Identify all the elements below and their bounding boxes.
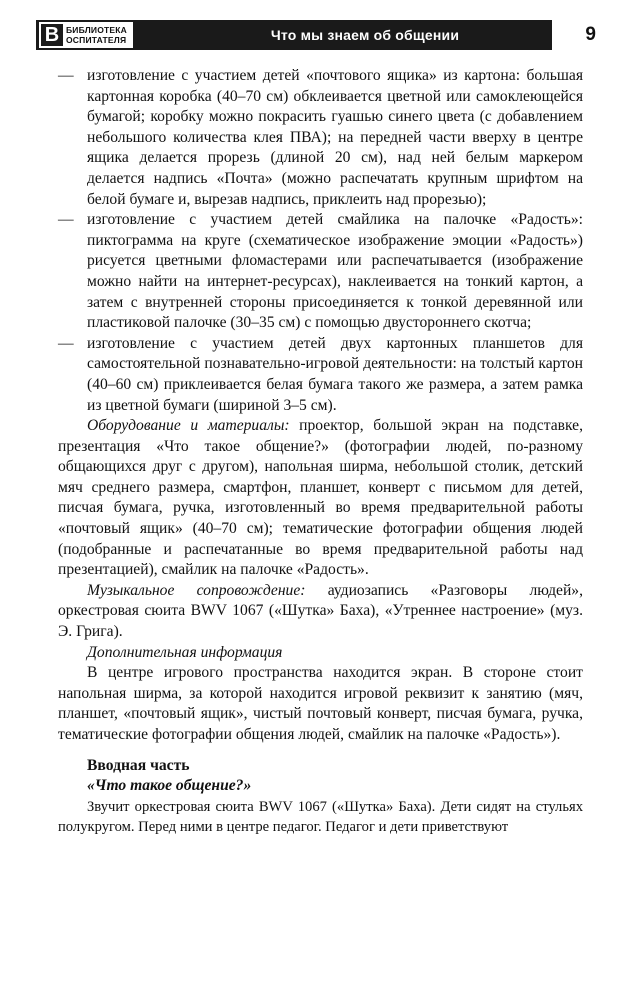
music-text: аудиозапись «Разговоры людей», оркестровая сюита BWV 1067 («Шутка» Баха), «Утреннее настроение» (муз. Э. Грига).	[58, 581, 583, 641]
equipment-label: Оборудование и материалы:	[87, 417, 290, 435]
additional-info-text: В центре игрового пространства находится экран. В стороне стоит напольная ширма, за которой находится игровой реквизит к занятию (мяч, планшет, «почтовый ящик», чистый почтовый конверт, писчая бумага, ручка, тематические фотографии общения людей, смайлик на палочке «Радость»).	[58, 664, 583, 743]
additional-info-heading: Дополнительная информация	[87, 643, 283, 661]
list-item-text: изготовление с участием детей «почтового ящика» из картона: большая картонная коробка (40–70 см) обклеивается цветной или самоклеющейся бумагой; коробку можно покрасить гуашью синего цвета (с добавлением небольшого количества клея ПВА); на передней части вверху в центре ящика делается прорезь (длиной 20 см), над ней белым маркером делается надпись «Почта» (можно распечатать крупным шрифтом на белой бумаге и, вырезав надпись, приклеить над прорезью);	[87, 67, 583, 208]
logo-line-2: ОСПИТАТЕЛЯ	[66, 35, 127, 45]
logo-letter: B	[41, 24, 63, 46]
running-title: Что мы знаем об общении	[270, 27, 460, 43]
list-item-text: изготовление с участием детей двух картонных планшетов для самостоятельной познавательно-игровой деятельности: на толстый картон (40–60 см) приклеивается белая бумага такого же размера, а затем рамка из цветной бумаги (шириной 3–5 см).	[87, 334, 583, 414]
series-logo	[38, 21, 134, 49]
dash-marker: —	[58, 334, 74, 352]
music-label: Музыкальное сопровождение:	[87, 581, 306, 599]
page-number: 9	[552, 20, 596, 50]
logo-line-1: БИБЛИОТЕКА	[66, 25, 127, 35]
dash-marker: —	[58, 67, 74, 84]
music-paragraph	[58, 581, 583, 643]
logo-text	[66, 25, 127, 45]
section-title: Вводная часть	[87, 756, 190, 774]
intro-text: Звучит оркестровая сюита BWV 1067 («Шутка» Баха). Дети сидят на стульях полукругом. Перед ними в центре педагог. Педагог и дети приветствуют	[58, 798, 583, 835]
page-body	[58, 66, 583, 837]
section-subtitle: «Что такое общение?»	[87, 777, 252, 795]
dash-marker: —	[58, 211, 74, 229]
list-item-text: изготовление с участием детей смайлика на палочке «Радость»: пиктограмма на круге (схематическое изображение эмоции «Радость») рисуется цветными фломастерами или распечатывается (изображение можно найти на интернет-ресурсах), наклеивается на тонкий картон, а затем с внутренней стороны присоединяется к тонкой деревянной или пластиковой палочке (30–35 см) с помощью двустороннего скотча;	[87, 211, 583, 332]
running-header	[36, 20, 596, 50]
list-item	[58, 66, 583, 210]
list-item	[58, 334, 583, 416]
equipment-text: проектор, большой экран на подставке, презентация «Что такое общение?» (фотографии людей, по-разному общающихся друг с другом), напольная ширма, небольшой столик, детский мяч среднего размера, смартфон, планшет, конверт с письмом для детей, писчая бумага, ручка, изготовленный во время предварительной работы «почтовый ящик» (40–70 см); тематические фотографии общения людей (подобранные и распечатанные во время предварительной работы над презентацией), смайлик на палочке «Радость».	[58, 417, 584, 579]
list-item	[58, 210, 583, 334]
equipment-paragraph	[58, 416, 583, 581]
